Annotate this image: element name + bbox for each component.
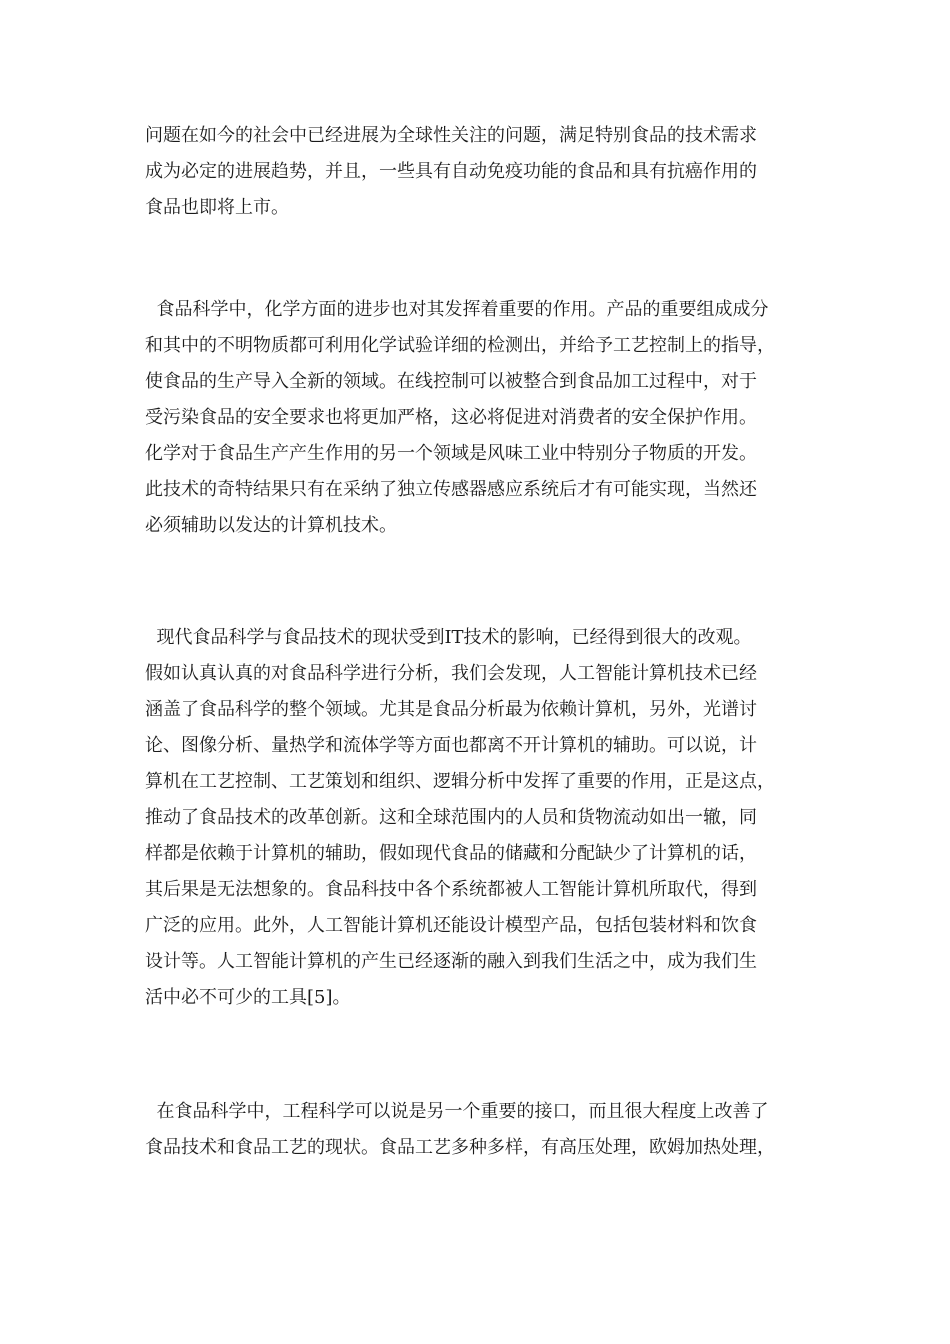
text-line: 广泛的应用。此外，人工智能计算机还能设计模型产品，包括包装材料和饮食 xyxy=(145,915,757,936)
text-line: 论、图像分析、量热学和流体学等方面也都离不开计算机的辅助。可以说，计 xyxy=(145,735,757,756)
text-line: 和其中的不明物质都可利用化学试验详细的检测出，并给予工艺控制上的指导， xyxy=(145,335,775,356)
text-line: 算机在工艺控制、工艺策划和组织、逻辑分析中发挥了重要的作用，正是这点， xyxy=(145,771,775,792)
text-line: 受污染食品的安全要求也将更加严格，这必将促进对消费者的安全保护作用。 xyxy=(145,407,757,428)
text-line: 食品技术和食品工艺的现状。食品工艺多种多样，有高压处理，欧姆加热处理， xyxy=(145,1137,775,1158)
text-line: 化学对于食品生产产生作用的另一个领域是风味工业中特别分子物质的开发。 xyxy=(145,443,757,464)
text-line: 食品也即将上市。 xyxy=(145,197,289,218)
paragraph-3 xyxy=(145,620,815,1016)
text-line: 此技术的奇特结果只有在采纳了独立传感器感应系统后才有可能实现，当然还 xyxy=(145,479,757,500)
text-line: 样都是依赖于计算机的辅助，假如现代食品的储藏和分配缺少了计算机的话， xyxy=(145,843,757,864)
text-line: 设计等。人工智能计算机的产生已经逐渐的融入到我们生活之中，成为我们生 xyxy=(145,951,757,972)
text-line: 推动了食品技术的改革创新。这和全球范围内的人员和货物流动如出一辙，同 xyxy=(145,807,757,828)
text-line: 其后果是无法想象的。食品科技中各个系统都被人工智能计算机所取代，得到 xyxy=(145,879,757,900)
paragraph-1 xyxy=(145,118,815,226)
text-line: 使食品的生产导入全新的领域。在线控制可以被整合到食品加工过程中，对于 xyxy=(145,371,757,392)
text-line: 必须辅助以发达的计算机技术。 xyxy=(145,515,397,536)
paragraph-2 xyxy=(145,292,815,544)
text-line: 食品科学中，化学方面的进步也对其发挥着重要的作用。产品的重要组成成分 xyxy=(145,299,769,320)
paragraph-4 xyxy=(145,1094,815,1166)
text-line: 现代食品科学与食品技术的现状受到IT技术的影响，已经得到很大的改观。 xyxy=(145,627,752,648)
text-line: 假如认真认真的对食品科学进行分析，我们会发现，人工智能计算机技术已经 xyxy=(145,663,757,684)
text-line: 活中必不可少的工具[5]。 xyxy=(145,987,351,1008)
text-line: 问题在如今的社会中已经进展为全球性关注的问题，满足特别食品的技术需求 xyxy=(145,125,757,146)
text-line: 在食品科学中，工程科学可以说是另一个重要的接口，而且很大程度上改善了 xyxy=(145,1101,769,1122)
text-line: 涵盖了食品科学的整个领域。尤其是食品分析最为依赖计算机，另外，光谱讨 xyxy=(145,699,757,720)
text-line: 成为必定的进展趋势，并且，一些具有自动免疫功能的食品和具有抗癌作用的 xyxy=(145,161,757,182)
